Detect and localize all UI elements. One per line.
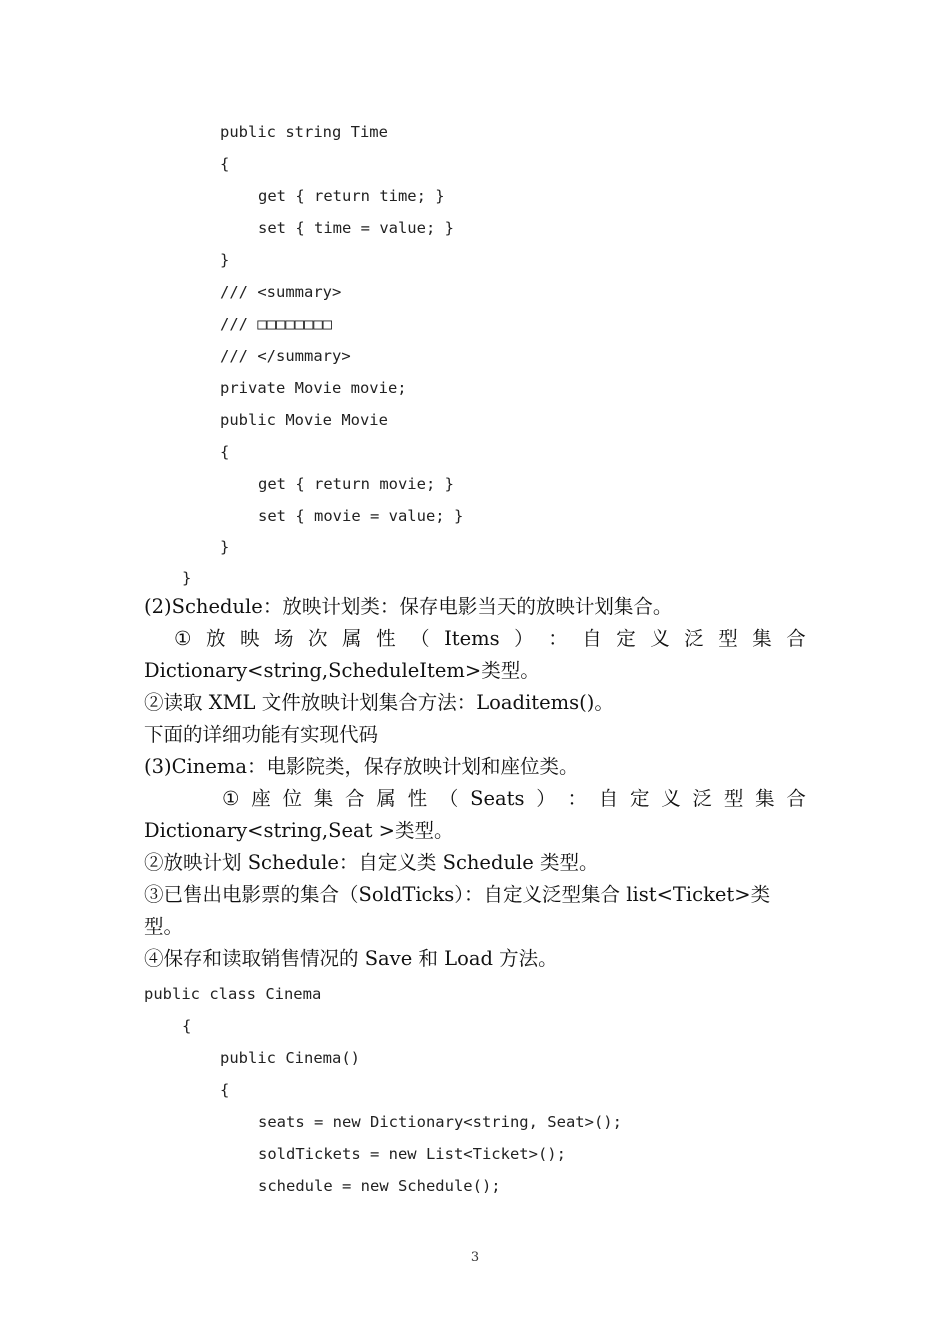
spaced-token: 位 <box>282 787 303 810</box>
spaced-token: ： <box>567 787 587 810</box>
code-line: get { return movie; } <box>258 475 454 493</box>
spaced-token: 泛 <box>692 787 713 810</box>
spaced-token: 义 <box>650 627 670 650</box>
spaced-token: 合 <box>786 627 806 650</box>
spaced-token: 定 <box>630 787 650 810</box>
code-line: set { movie = value; } <box>258 507 464 525</box>
spaced-token: 场 <box>274 627 294 650</box>
spaced-token: 集 <box>755 787 775 810</box>
spaced-token: 型 <box>723 787 744 810</box>
code-line: { <box>220 155 230 173</box>
spaced-token: 集 <box>752 627 772 650</box>
code-line: public string Time <box>220 123 388 141</box>
cinema-item-4: ④保存和读取销售情况的 Save 和 Load 方法。 <box>144 947 558 970</box>
spaced-token: 性 <box>407 787 428 810</box>
code-line: /// <summary> <box>220 283 342 301</box>
spaced-token: ： <box>548 627 568 650</box>
code-line: /// □□□□□□□□ <box>220 315 332 333</box>
spaced-token: 次 <box>308 627 328 650</box>
spaced-token: 合 <box>345 787 365 810</box>
spaced-token: 定 <box>616 627 636 650</box>
code-line: seats = new Dictionary<string, Seat>(); <box>258 1113 622 1131</box>
spaced-token: 座 <box>251 787 271 810</box>
code-line: private Movie movie; <box>220 379 407 397</box>
spaced-token: ① <box>222 787 240 810</box>
code-line: { <box>220 443 230 461</box>
page-number: 3 <box>470 1250 480 1265</box>
cinema-item-1-continuation: Dictionary<string,Seat >类型。 <box>144 819 454 842</box>
code-line: { <box>182 1017 192 1035</box>
spaced-token: 放 <box>205 627 226 650</box>
cinema-item-2: ②放映计划 Schedule：自定义类 Schedule 类型。 <box>144 851 599 874</box>
code-line: get { return time; } <box>258 187 445 205</box>
spaced-token: （ <box>438 787 459 810</box>
cinema-item-1 <box>222 786 806 812</box>
code-line: } <box>182 569 192 587</box>
code-line: soldTickets = new List<Ticket>(); <box>258 1145 566 1163</box>
code-line: } <box>220 251 230 269</box>
spaced-token: 性 <box>376 627 396 650</box>
spaced-token: 合 <box>786 787 806 810</box>
spaced-token: 型 <box>718 627 738 650</box>
spaced-token: 映 <box>240 627 260 650</box>
spaced-token: （ <box>410 627 430 650</box>
spaced-token: ） <box>536 787 556 810</box>
spaced-token: 自 <box>582 627 602 650</box>
code-line: { <box>220 1081 230 1099</box>
spaced-token: 泛 <box>684 627 704 650</box>
code-line: public Cinema() <box>220 1049 360 1067</box>
code-line: schedule = new Schedule(); <box>258 1177 501 1195</box>
cinema-heading: (3)Cinema：电影院类，保存放映计划和座位类。 <box>144 755 579 778</box>
cinema-item-3: ③已售出电影票的集合（SoldTicks）：自定义泛型集合 list<Ticket>类 <box>144 883 771 906</box>
spaced-token: Items <box>444 627 500 650</box>
schedule-item-2: ②读取 XML 文件放映计划集合方法：Loaditems()。 <box>144 691 614 714</box>
spaced-token: 义 <box>661 787 681 810</box>
spaced-token: 属 <box>376 787 396 810</box>
code-line: public class Cinema <box>144 985 322 1003</box>
code-line: /// </summary> <box>220 347 351 365</box>
spaced-token: ） <box>514 627 534 650</box>
schedule-item-1 <box>174 626 806 652</box>
schedule-heading: (2)Schedule：放映计划类：保存电影当天的放映计划集合。 <box>144 595 673 618</box>
spaced-token: 属 <box>342 627 362 650</box>
spaced-token: 自 <box>598 787 619 810</box>
code-line: set { time = value; } <box>258 219 454 237</box>
spaced-token: ① <box>174 627 192 650</box>
spaced-token: Seats <box>470 787 525 810</box>
code-line: public Movie Movie <box>220 411 388 429</box>
schedule-item-1-continuation: Dictionary<string,ScheduleItem>类型。 <box>144 659 540 682</box>
code-line: } <box>220 538 230 556</box>
spaced-token: 集 <box>313 787 334 810</box>
note: 下面的详细功能有实现代码 <box>144 723 379 746</box>
cinema-item-3-continuation: 型。 <box>144 915 184 938</box>
